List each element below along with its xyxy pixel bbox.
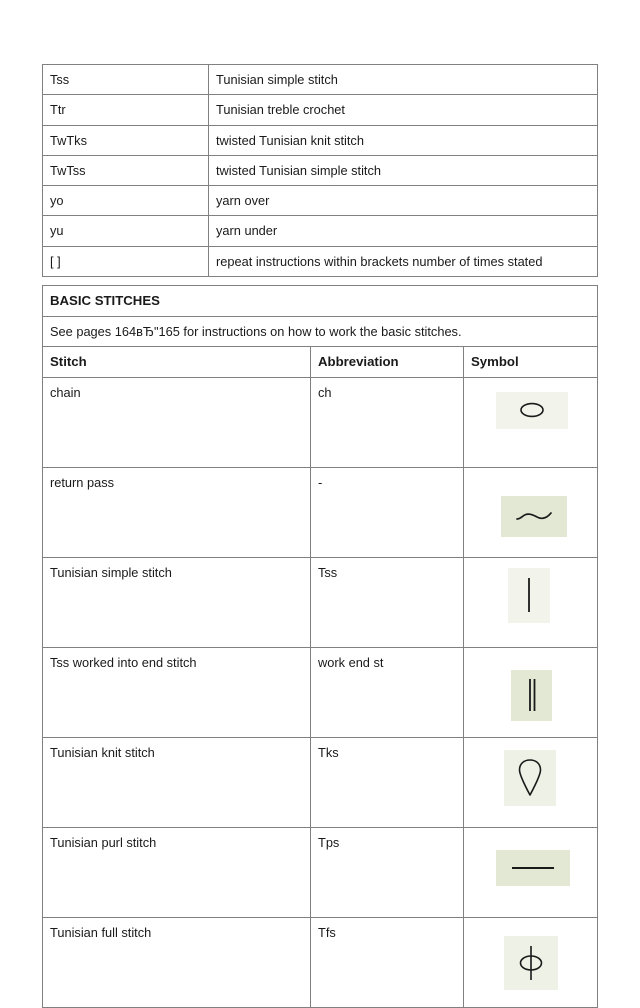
section-title: BASIC STITCHES	[43, 285, 598, 316]
table-row	[43, 917, 598, 1007]
section-note: See pages 164вЂ"165 for instructions on how to work the basic stitches.	[43, 316, 598, 346]
table-row	[43, 737, 598, 827]
abbreviation-cell: [ ]	[43, 246, 209, 276]
table-row	[43, 246, 598, 276]
table-row	[43, 467, 598, 557]
description-cell: twisted Tunisian knit stitch	[209, 125, 598, 155]
table-row	[43, 557, 598, 647]
abbreviations-table	[42, 64, 598, 277]
table-row	[43, 125, 598, 155]
teardrop-symbol	[504, 750, 556, 806]
stitch-abbreviation-cell: Tss	[311, 557, 464, 647]
abbreviation-cell: Ttr	[43, 95, 209, 125]
stitch-abbreviation-cell: Tfs	[311, 917, 464, 1007]
stitch-abbreviation-cell: Tps	[311, 827, 464, 917]
section-header-row	[43, 285, 598, 316]
stitch-abbreviation-cell: Tks	[311, 737, 464, 827]
table-row	[43, 155, 598, 185]
stitch-abbreviation-cell: work end st	[311, 647, 464, 737]
double-vertical-bar-symbol	[511, 670, 552, 721]
table-row	[43, 216, 598, 246]
abbreviation-cell: TwTss	[43, 155, 209, 185]
description-cell: repeat instructions within brackets number of times stated	[209, 246, 598, 276]
wave-return-pass-symbol	[501, 496, 567, 537]
description-cell: Tunisian simple stitch	[209, 65, 598, 95]
stitch-symbol-cell	[464, 737, 598, 827]
description-cell: yarn over	[209, 186, 598, 216]
section-note-row	[43, 316, 598, 346]
horizontal-bar-symbol	[496, 850, 570, 886]
stitch-name-cell: Tss worked into end stitch	[43, 647, 311, 737]
table-row	[43, 186, 598, 216]
description-cell: Tunisian treble crochet	[209, 95, 598, 125]
description-cell: yarn under	[209, 216, 598, 246]
table-row	[43, 377, 598, 467]
column-header-row	[43, 346, 598, 377]
stitch-name-cell: chain	[43, 377, 311, 467]
table-spacer	[42, 277, 597, 285]
vertical-bar-symbol	[508, 568, 550, 623]
stitch-name-cell: Tunisian full stitch	[43, 917, 311, 1007]
table-row	[43, 827, 598, 917]
stitch-symbol-cell	[464, 557, 598, 647]
basic-stitches-table	[42, 285, 598, 1008]
stitch-name-cell: Tunisian knit stitch	[43, 737, 311, 827]
table-row	[43, 95, 598, 125]
stitch-symbol-cell	[464, 377, 598, 467]
table-row	[43, 65, 598, 95]
stitch-symbol-cell	[464, 917, 598, 1007]
abbreviation-cell: yo	[43, 186, 209, 216]
stitch-name-cell: return pass	[43, 467, 311, 557]
stitch-abbreviation-cell: -	[311, 467, 464, 557]
abbreviation-cell: TwTks	[43, 125, 209, 155]
phi-ellipse-symbol	[504, 936, 558, 990]
stitch-symbol-cell	[464, 827, 598, 917]
column-header-stitch: Stitch	[43, 346, 311, 377]
stitch-abbreviation-cell: ch	[311, 377, 464, 467]
stitch-symbol-cell	[464, 647, 598, 737]
column-header-abbreviation: Abbreviation	[311, 346, 464, 377]
document-body	[42, 64, 597, 1008]
oval-chain-symbol	[496, 392, 568, 429]
description-cell: twisted Tunisian simple stitch	[209, 155, 598, 185]
table-row	[43, 647, 598, 737]
abbreviation-cell: Tss	[43, 65, 209, 95]
stitch-name-cell: Tunisian purl stitch	[43, 827, 311, 917]
stitch-name-cell: Tunisian simple stitch	[43, 557, 311, 647]
column-header-symbol: Symbol	[464, 346, 598, 377]
stitch-symbol-cell	[464, 467, 598, 557]
abbreviation-cell: yu	[43, 216, 209, 246]
